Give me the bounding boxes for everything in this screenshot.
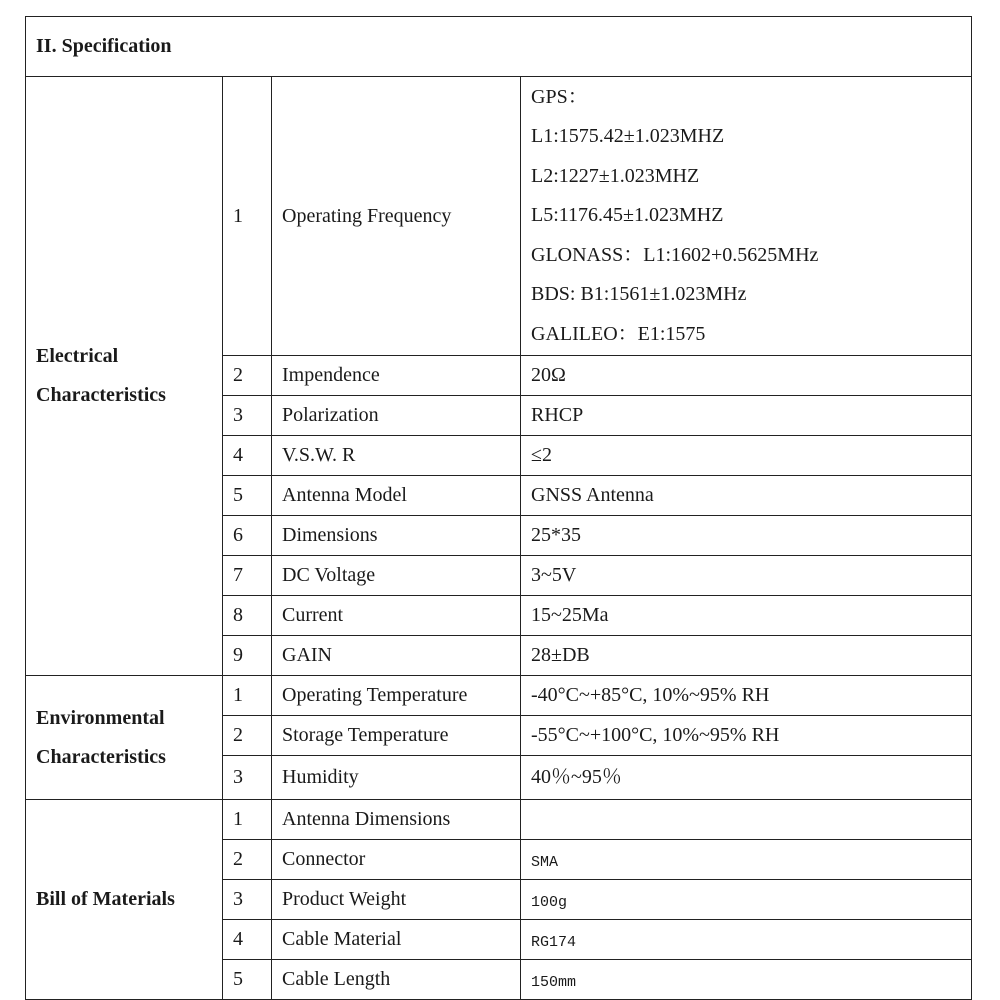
parameter-value: 25*35 — [521, 516, 972, 556]
parameter-value: 40％~95％ — [521, 756, 972, 800]
row-number: 2 — [223, 716, 272, 756]
page-title: II. Specification — [26, 17, 972, 77]
parameter-value: RG174 — [521, 920, 972, 960]
parameter-name: Humidity — [272, 756, 521, 800]
parameter-value: -40°C~+85°C, 10%~95% RH — [521, 676, 972, 716]
row-number: 9 — [223, 636, 272, 676]
section-label-electrical — [26, 77, 223, 676]
frequency-line: L5:1176.45±1.023MHZ — [531, 204, 724, 227]
parameter-name: Antenna Dimensions — [272, 800, 521, 840]
row-number: 4 — [223, 436, 272, 476]
section-label-environmental — [26, 676, 223, 800]
section-label-line: Characteristics — [36, 745, 166, 768]
row-number: 6 — [223, 516, 272, 556]
parameter-value: 20Ω — [521, 356, 972, 396]
parameter-name: Antenna Model — [272, 476, 521, 516]
parameter-value: GNSS Antenna — [521, 476, 972, 516]
row-number: 5 — [223, 476, 272, 516]
parameter-name: Cable Length — [272, 960, 521, 1000]
row-number: 3 — [223, 396, 272, 436]
row-number: 1 — [223, 676, 272, 716]
frequency-line: L1:1575.42±1.023MHZ — [531, 125, 725, 148]
section-label-bom: Bill of Materials — [26, 800, 223, 1000]
row-number: 7 — [223, 556, 272, 596]
parameter-name: Cable Material — [272, 920, 521, 960]
title-row — [26, 17, 972, 77]
parameter-value: 150mm — [521, 960, 972, 1000]
parameter-value — [521, 800, 972, 840]
parameter-name: Storage Temperature — [272, 716, 521, 756]
specification-table — [25, 16, 972, 1000]
parameter-value: 28±DB — [521, 636, 972, 676]
row-number: 4 — [223, 920, 272, 960]
frequency-line: GPS： — [531, 85, 588, 108]
parameter-value: ≤2 — [521, 436, 972, 476]
parameter-name: Polarization — [272, 396, 521, 436]
row-number: 8 — [223, 596, 272, 636]
table-row — [26, 77, 972, 356]
parameter-name: Connector — [272, 840, 521, 880]
parameter-value: RHCP — [521, 396, 972, 436]
parameter-name: Product Weight — [272, 880, 521, 920]
row-number: 5 — [223, 960, 272, 1000]
section-label-line: Characteristics — [36, 384, 166, 406]
row-number: 2 — [223, 840, 272, 880]
frequency-line: L2:1227±1.023MHZ — [531, 164, 700, 187]
parameter-value: SMA — [521, 840, 972, 880]
frequency-line: GLONASS：L1:1602+0.5625MHz — [531, 243, 819, 266]
table-row — [26, 676, 972, 716]
parameter-name: GAIN — [272, 636, 521, 676]
parameter-name: Impendence — [272, 356, 521, 396]
row-number: 1 — [223, 800, 272, 840]
parameter-value: 3~5V — [521, 556, 972, 596]
row-number: 3 — [223, 880, 272, 920]
frequency-line: BDS: B1:1561±1.023MHz — [531, 283, 747, 306]
parameter-value: 100g — [521, 880, 972, 920]
row-number: 1 — [223, 77, 272, 356]
parameter-name: Operating Frequency — [272, 77, 521, 356]
parameter-name: Current — [272, 596, 521, 636]
parameter-name: V.S.W. R — [272, 436, 521, 476]
frequency-line: GALILEO：E1:1575 — [531, 322, 706, 345]
table-row — [26, 800, 972, 840]
row-number: 2 — [223, 356, 272, 396]
parameter-name: DC Voltage — [272, 556, 521, 596]
parameter-name: Dimensions — [272, 516, 521, 556]
row-number: 3 — [223, 756, 272, 800]
parameter-name: Operating Temperature — [272, 676, 521, 716]
section-label-line: Electrical — [36, 345, 119, 367]
section-label-line: Environmental — [36, 706, 165, 729]
frequency-values — [521, 77, 972, 356]
parameter-value: 15~25Ma — [521, 596, 972, 636]
parameter-value: -55°C~+100°C, 10%~95% RH — [521, 716, 972, 756]
